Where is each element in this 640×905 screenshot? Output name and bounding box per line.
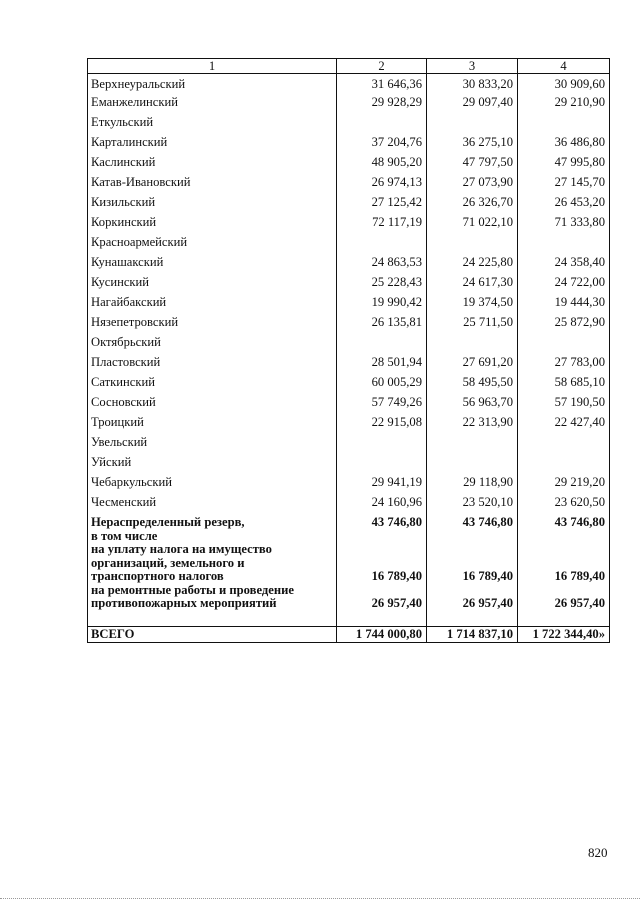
table-row xyxy=(88,175,610,195)
value-col4: 57 190,50 xyxy=(518,395,610,415)
reserve-col2 xyxy=(337,515,427,627)
value-col2: 24 863,53 xyxy=(337,255,427,275)
table-row xyxy=(88,295,610,315)
value-col4 xyxy=(518,235,610,255)
value-col4: 47 995,80 xyxy=(518,155,610,175)
value-col4: 22 427,40 xyxy=(518,415,610,435)
value-col2: 26 974,13 xyxy=(337,175,427,195)
reserve-tax-col2: 16 789,40 xyxy=(371,569,422,583)
reserve-col3 xyxy=(427,515,518,627)
value-col3: 30 833,20 xyxy=(427,74,518,96)
table-row xyxy=(88,415,610,435)
reserve-label-line4: организаций, земельного и xyxy=(91,555,245,570)
table-row xyxy=(88,155,610,175)
reserve-tax-col3: 16 789,40 xyxy=(462,569,513,583)
table-row xyxy=(88,95,610,115)
district-name: Нязепетровский xyxy=(88,315,337,335)
district-name: Сосновский xyxy=(88,395,337,415)
reserve-total-col2: 43 746,80 xyxy=(371,515,422,529)
value-col3 xyxy=(427,435,518,455)
district-name: Нагайбакский xyxy=(88,295,337,315)
reserve-repair-col2: 26 957,40 xyxy=(371,596,422,610)
district-name: Каслинский xyxy=(88,155,337,175)
value-col3: 24 225,80 xyxy=(427,255,518,275)
value-col2: 48 905,20 xyxy=(337,155,427,175)
value-col2: 31 646,36 xyxy=(337,74,427,96)
value-col4: 27 783,00 xyxy=(518,355,610,375)
value-col3 xyxy=(427,115,518,135)
table-row xyxy=(88,215,610,235)
page-number: 820 xyxy=(588,845,608,860)
table-row xyxy=(88,475,610,495)
value-col2: 57 749,26 xyxy=(337,395,427,415)
value-col4: 24 358,40 xyxy=(518,255,610,275)
total-col4: 1 722 344,40» xyxy=(518,627,610,643)
budget-table xyxy=(87,58,610,643)
district-name: Чесменский xyxy=(88,495,337,515)
value-col3: 56 963,70 xyxy=(427,395,518,415)
value-col3: 26 326,70 xyxy=(427,195,518,215)
reserve-label-line7: противопожарных мероприятий xyxy=(91,596,277,610)
district-name: Кусинский xyxy=(88,275,337,295)
reserve-label-line3: на уплату налога на имущество xyxy=(91,542,272,556)
column-header-4: 4 xyxy=(518,59,610,74)
district-name: Октябрьский xyxy=(88,335,337,355)
district-name: Катав-Ивановский xyxy=(88,175,337,195)
value-col3: 71 022,10 xyxy=(427,215,518,235)
value-col3: 23 520,10 xyxy=(427,495,518,515)
table-row xyxy=(88,315,610,335)
district-name: Кунашакский xyxy=(88,255,337,275)
reserve-total-col3: 43 746,80 xyxy=(462,515,513,529)
value-col2: 29 928,29 xyxy=(337,95,427,115)
district-name: Кизильский xyxy=(88,195,337,215)
district-name: Верхнеуральский xyxy=(88,74,337,96)
total-col3: 1 714 837,10 xyxy=(427,627,518,643)
value-col2: 72 117,19 xyxy=(337,215,427,235)
total-col2: 1 744 000,80 xyxy=(337,627,427,643)
value-col3: 29 118,90 xyxy=(427,475,518,495)
page-bottom-rule xyxy=(0,898,640,900)
district-name: Еманжелинский xyxy=(88,95,337,115)
value-col3 xyxy=(427,455,518,475)
column-header-1: 1 xyxy=(88,59,337,74)
value-col2 xyxy=(337,115,427,135)
value-col4 xyxy=(518,115,610,135)
district-name: Коркинский xyxy=(88,215,337,235)
value-col2: 28 501,94 xyxy=(337,355,427,375)
district-name: Красноармейский xyxy=(88,235,337,255)
total-row xyxy=(88,627,610,643)
value-col4 xyxy=(518,335,610,355)
table-row xyxy=(88,395,610,415)
reserve-repair-col3: 26 957,40 xyxy=(462,596,513,610)
value-col3: 58 495,50 xyxy=(427,375,518,395)
value-col4 xyxy=(518,435,610,455)
table-row xyxy=(88,195,610,215)
reserve-label-line6: на ремонтные работы и проведение xyxy=(91,582,294,597)
value-col4: 36 486,80 xyxy=(518,135,610,155)
table-row xyxy=(88,275,610,295)
value-col3: 25 711,50 xyxy=(427,315,518,335)
value-col2: 25 228,43 xyxy=(337,275,427,295)
value-col2: 27 125,42 xyxy=(337,195,427,215)
value-col4: 19 444,30 xyxy=(518,295,610,315)
value-col3: 36 275,10 xyxy=(427,135,518,155)
value-col2: 22 915,08 xyxy=(337,415,427,435)
value-col3: 29 097,40 xyxy=(427,95,518,115)
value-col3: 27 691,20 xyxy=(427,355,518,375)
table-row xyxy=(88,455,610,475)
table-row xyxy=(88,495,610,515)
value-col3: 47 797,50 xyxy=(427,155,518,175)
reserve-label-line5: транспортного налогов xyxy=(91,569,224,583)
value-col4: 27 145,70 xyxy=(518,175,610,195)
table-row xyxy=(88,255,610,275)
value-col2 xyxy=(337,455,427,475)
table-row xyxy=(88,135,610,155)
value-col4: 23 620,50 xyxy=(518,495,610,515)
reserve-col4 xyxy=(518,515,610,627)
value-col3: 19 374,50 xyxy=(427,295,518,315)
reserve-total-col4: 43 746,80 xyxy=(554,515,605,529)
value-col2 xyxy=(337,235,427,255)
table-row xyxy=(88,435,610,455)
table-row xyxy=(88,335,610,355)
district-name: Чебаркульский xyxy=(88,475,337,495)
reserve-repair-col4: 26 957,40 xyxy=(554,596,605,610)
district-name: Троицкий xyxy=(88,415,337,435)
value-col4: 58 685,10 xyxy=(518,375,610,395)
value-col2 xyxy=(337,435,427,455)
district-name: Увельский xyxy=(88,435,337,455)
district-name: Пластовский xyxy=(88,355,337,375)
value-col4: 25 872,90 xyxy=(518,315,610,335)
table-row xyxy=(88,74,610,96)
district-name: Карталинский xyxy=(88,135,337,155)
value-col2 xyxy=(337,335,427,355)
total-label: ВСЕГО xyxy=(88,627,337,643)
value-col3 xyxy=(427,235,518,255)
value-col4: 29 219,20 xyxy=(518,475,610,495)
table-row xyxy=(88,355,610,375)
value-col4: 26 453,20 xyxy=(518,195,610,215)
value-col2: 26 135,81 xyxy=(337,315,427,335)
value-col2: 29 941,19 xyxy=(337,475,427,495)
district-name: Уйский xyxy=(88,455,337,475)
value-col3: 27 073,90 xyxy=(427,175,518,195)
reserve-label xyxy=(88,515,337,627)
column-header-3: 3 xyxy=(427,59,518,74)
reserve-label-line2: в том числе xyxy=(91,528,158,543)
district-name: Саткинский xyxy=(88,375,337,395)
district-name: Еткульский xyxy=(88,115,337,135)
table-row xyxy=(88,115,610,135)
value-col4 xyxy=(518,455,610,475)
value-col3 xyxy=(427,335,518,355)
value-col4: 29 210,90 xyxy=(518,95,610,115)
table-row xyxy=(88,375,610,395)
reserve-tax-col4: 16 789,40 xyxy=(554,569,605,583)
header-row xyxy=(88,59,610,74)
reserve-row xyxy=(88,515,610,627)
value-col3: 24 617,30 xyxy=(427,275,518,295)
value-col3: 22 313,90 xyxy=(427,415,518,435)
value-col2: 24 160,96 xyxy=(337,495,427,515)
reserve-label-line1: Нераспределенный резерв, xyxy=(91,515,245,529)
value-col2: 60 005,29 xyxy=(337,375,427,395)
value-col4: 71 333,80 xyxy=(518,215,610,235)
value-col4: 24 722,00 xyxy=(518,275,610,295)
value-col4: 30 909,60 xyxy=(518,74,610,96)
value-col2: 19 990,42 xyxy=(337,295,427,315)
value-col2: 37 204,76 xyxy=(337,135,427,155)
column-header-2: 2 xyxy=(337,59,427,74)
table-row xyxy=(88,235,610,255)
